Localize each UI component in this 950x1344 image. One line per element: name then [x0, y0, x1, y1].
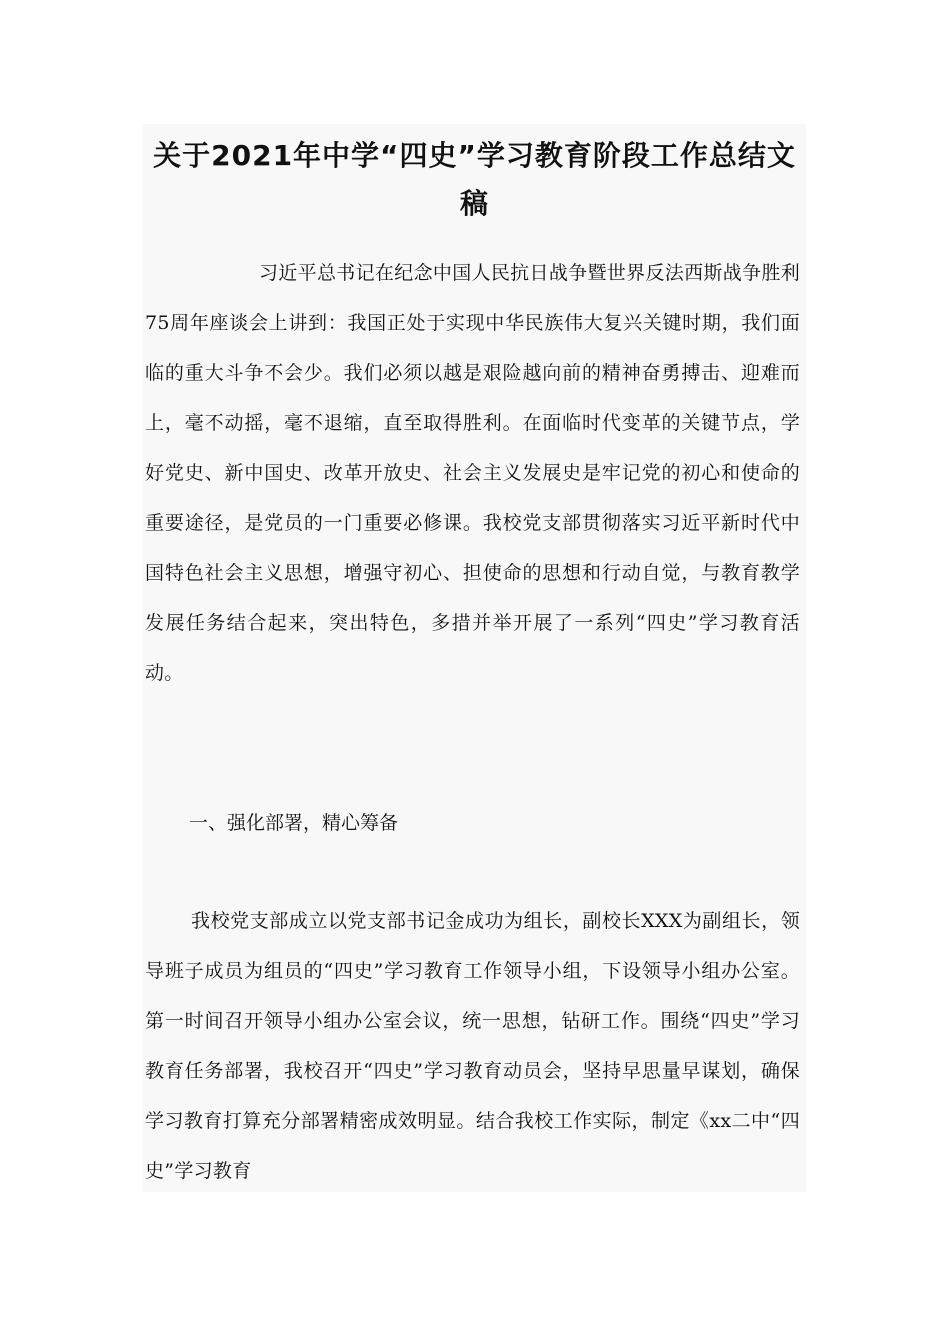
section-paragraph-1: 我校党支部成立以党支部书记金成功为组长，副校长XXX为副组长，领导班子成员为组员的“四史”学习教育工作领导小组，下设领导小组办公室。第一时间召开领导小组办公室会议，统一思想，钻研工作。围绕“四史”学习教育任务部署，我校召开“四史”学习教育动员会，坚持早思量早谋划，确保学习教育打算充分部署精密成效明显。结合我校工作实际，制定《xx二中“四史”学习教育 [145, 910, 800, 1182]
document-title: 关于2021年中学“四史”学习教育阶段工作总结文稿 [153, 139, 796, 220]
section-heading-1: 一、强化部署，精心筹备 [189, 812, 399, 834]
document-page [143, 124, 806, 1192]
intro-paragraph: 习近平总书记在纪念中国人民抗日战争暨世界反法西斯战争胜利75周年座谈会上讲到：我国正处于实现中华民族伟大复兴关键时期，我们面临的重大斗争不会少。我们必须以越是艰险越向前的精神奋勇搏击、迎难而上，毫不动摇，毫不退缩，直至取得胜利。在面临时代变革的关键节点，学好党史、新中国史、改革开放史、社会主义发展史是牢记党的初心和使命的重要途径，是党员的一门重要必修课。我校党支部贯彻落实习近平新时代中国特色社会主义思想，增强守初心、担使命的思想和行动自觉，与教育教学发展任务结合起来，突出特色，多措并举开展了一系列“四史”学习教育活动。 [145, 262, 800, 684]
